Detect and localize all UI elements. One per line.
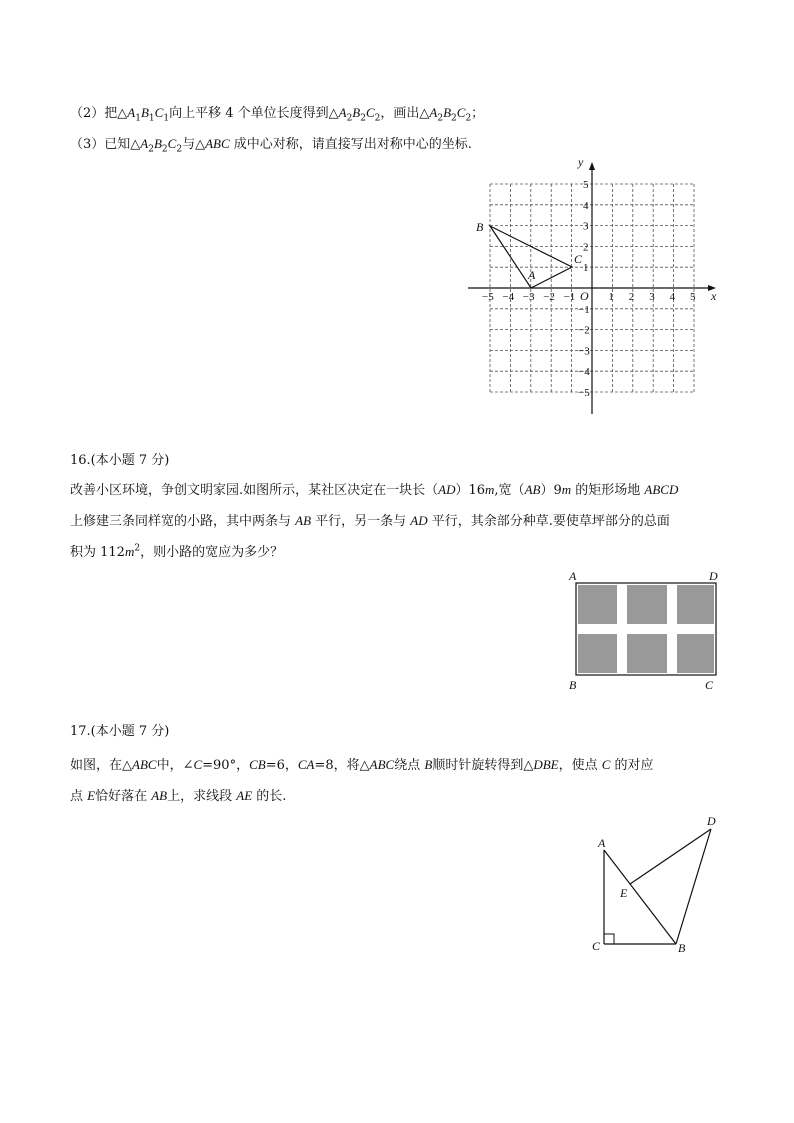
q16-line2: 上修建三条同样宽的小路，其中两条与 AB 平行，另一条与 AD 平行，其余部分种草.要使草坪部分的总面 — [70, 513, 670, 529]
y-tick-label: 5 — [583, 179, 589, 191]
tri-label-c: C — [592, 939, 601, 953]
q16-header: 16.(本小题 7 分) — [70, 453, 170, 468]
x-tick-label: −5 — [482, 291, 494, 303]
y-axis-label: y — [578, 155, 584, 169]
q17-header: 17.(本小题 7 分) — [70, 724, 170, 739]
point-label-b: B — [476, 220, 484, 234]
y-tick-label: 3 — [583, 220, 589, 233]
y-tick-label: −3 — [578, 345, 590, 358]
q17-line1: 如图，在△ABC中，∠C=90°，CB=6，CA=8，将△ABC绕点 B顺时针旋转得到△DBE，使点 C 的对应 — [70, 757, 654, 773]
segment-ed — [630, 829, 711, 884]
field-label-d: D — [709, 569, 718, 583]
x-tick-label: −3 — [522, 291, 535, 303]
y-tick-label: 1 — [583, 262, 589, 275]
x-tick-label: −2 — [543, 291, 555, 303]
y-tick-label: 2 — [583, 241, 589, 254]
q16-line1: 改善小区环境，争创文明家园.如图所示，某社区决定在一块长（AD）16m,宽（AB）9m 的矩形场地 ABCD — [70, 482, 679, 498]
q17-line2: 点 E恰好落在 AB上，求线段 AE 的长. — [70, 788, 287, 804]
x-tick-label: 3 — [649, 291, 655, 303]
y-tick-label: −5 — [578, 387, 590, 399]
x-tick-label: 1 — [608, 291, 614, 303]
x-tick-label: −1 — [563, 291, 576, 303]
y-tick-label: −1 — [578, 303, 590, 316]
q15-part3: （3）已知$\triangle A_2B_2C_2$与△ABC 成中心对称，请直接写出对称中心的坐标. — [70, 136, 472, 155]
tri-label-e: E — [620, 886, 628, 900]
x-tick-label: 2 — [628, 291, 635, 303]
x-tick-label: −4 — [502, 291, 515, 303]
y-tick-label: −2 — [578, 324, 590, 337]
tri-label-d: D — [707, 814, 716, 828]
right-angle-mark — [604, 934, 614, 944]
q15-part2: （2）把$\triangle A_1B_1C_1$向上平移 4 个单位长度得到$\triangle A_2B_2C_2$，画出$\triangle A_2B_2C_2$； — [70, 105, 485, 124]
field-label-a: A — [569, 569, 577, 583]
field-label-b: B — [569, 678, 577, 692]
point-label-c: C — [574, 252, 583, 266]
origin-label: O — [580, 289, 589, 303]
x-axis-label: x — [711, 289, 717, 303]
x-tick-label: 5 — [690, 291, 696, 303]
y-tick-label: 4 — [583, 199, 589, 212]
tri-label-b: B — [678, 941, 686, 955]
segment-bd — [676, 829, 711, 944]
y-tick-label: −4 — [578, 366, 590, 379]
segment-ab — [604, 850, 676, 944]
field-label-c: C — [705, 678, 714, 692]
q16-line3: 积为 $112m^2$，则小路的宽应为多少？ — [70, 543, 284, 560]
x-tick-label: 4 — [669, 291, 676, 303]
tri-label-a: A — [598, 836, 606, 850]
point-label-a: A — [528, 268, 536, 282]
